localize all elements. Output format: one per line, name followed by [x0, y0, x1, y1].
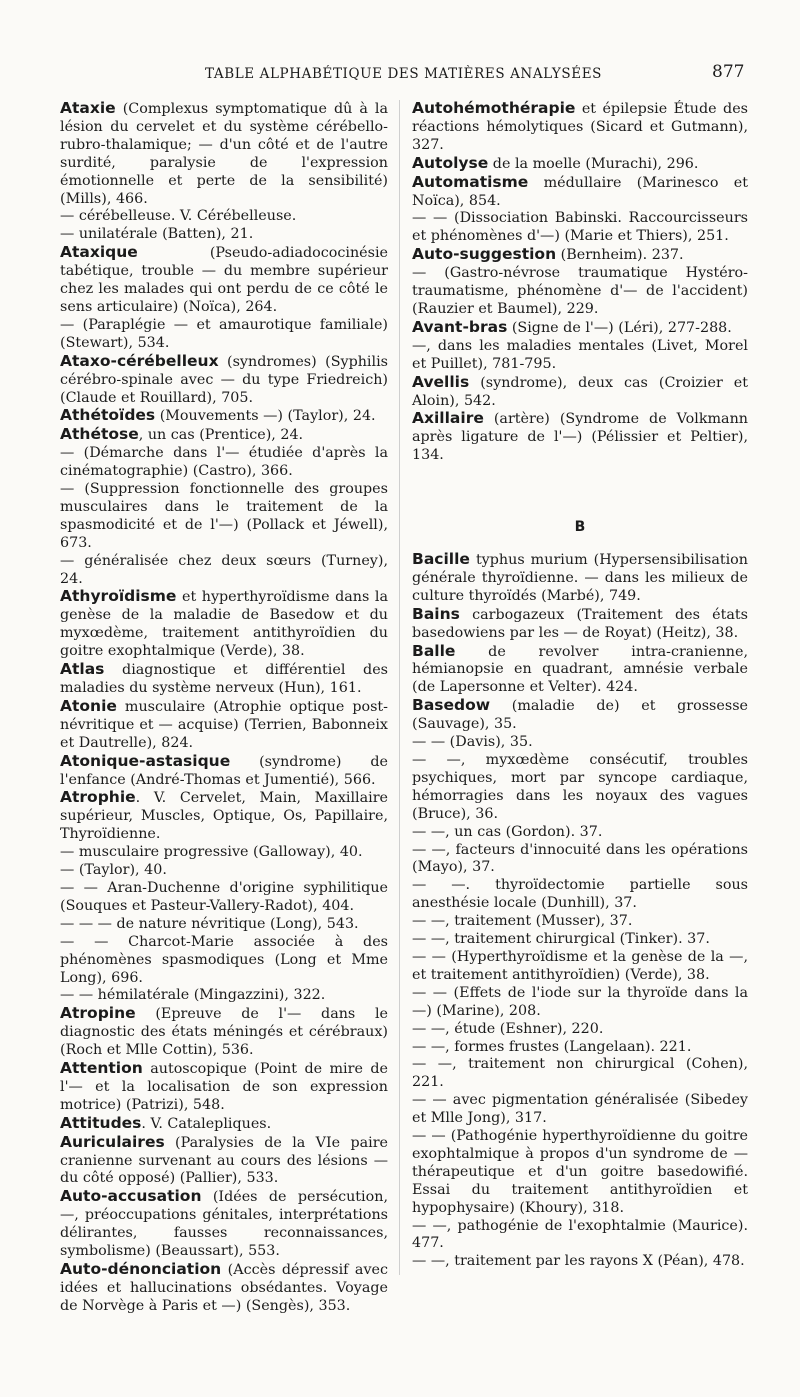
index-entry	[60, 987, 388, 1005]
entry-text: . V. Catalepliques.	[141, 1115, 272, 1132]
entry-text: (syndromes) (Syphilis cérébro-spinale avec — du type Friedreich) (Claude et Rouillard), 705.	[60, 353, 388, 406]
entry-text: de la moelle (Murachi), 296.	[488, 155, 699, 172]
entry-heading: Attitudes	[60, 1113, 142, 1132]
entry-text: carbogazeux (Traitement des états basedowiens par les — de Royat) (Heitz), 38.	[412, 606, 748, 641]
index-entry	[60, 481, 388, 553]
index-entry	[412, 931, 748, 949]
entry-heading: Atonique-astasique	[60, 751, 231, 770]
entry-heading: Bacille	[412, 550, 470, 569]
entry-heading: Automatisme	[412, 172, 529, 191]
entry-text: — (Démarche dans l'— étudiée d'après la cinématographie) (Castro), 366.	[60, 445, 388, 480]
entry-text: — — (Effets de l'iode sur la thyroïde dans la —) (Marine), 208.	[412, 984, 748, 1019]
index-entry	[412, 949, 748, 985]
entry-text: —, dans les maladies mentales (Livet, Morel et Puillet), 781-795.	[412, 337, 748, 372]
left-column	[60, 100, 388, 1316]
index-entry	[60, 934, 388, 988]
entry-text: — —, pathogénie de l'exophtalmie (Maurice). 477.	[412, 1217, 748, 1252]
index-entry	[412, 842, 748, 878]
index-entry	[412, 824, 748, 842]
entry-text: médullaire (Marinesco et Noïca), 854.	[412, 174, 748, 209]
entry-heading: Athétoïdes	[60, 406, 156, 425]
index-entry	[412, 606, 748, 643]
index-entry	[60, 353, 388, 408]
entry-text: — généralisée chez deux sœurs (Turney), 24.	[60, 552, 388, 587]
index-entry	[412, 155, 748, 174]
index-entry	[412, 913, 748, 931]
section-letter: B	[574, 519, 586, 536]
entry-text: (Complexus symptomatique dû à la lésion du cervelet et du système cérébello-rubro-thalamique; — d'un côté et de l'autre surdité, paralysie de l'expression émotionnelle et perte de la sensibilité) (Mills), 466.	[60, 101, 388, 207]
entry-text: — —, formes frustes (Langelaan). 221.	[412, 1038, 692, 1055]
index-entry	[60, 916, 388, 934]
index-entry	[412, 1218, 748, 1254]
index-entry	[412, 752, 748, 824]
index-entry	[60, 1115, 388, 1134]
column-divider	[399, 100, 400, 1275]
index-entry	[412, 210, 748, 246]
entry-text: — —. thyroïdectomie partielle sous anesthésie locale (Dunhill), 37.	[412, 877, 748, 912]
index-entry	[60, 1060, 388, 1115]
index-entry	[60, 226, 388, 244]
index-entry	[60, 862, 388, 880]
index-entry	[60, 1188, 388, 1261]
index-entry	[412, 1128, 748, 1218]
entry-text: — cérébelleuse. V. Cérébelleuse.	[60, 208, 297, 225]
index-entry	[60, 100, 388, 208]
entry-text: — — Aran-Duchenne d'origine syphilitique (Souques et Pasteur-Vallery-Radot), 404.	[60, 879, 388, 914]
entry-text: (Paralysies de la VIe paire cranienne survenant au cours des lésions — du côté opposé) (Pallier), 533.	[60, 1134, 388, 1187]
index-entry	[412, 985, 748, 1021]
entry-text: . V. Cervelet, Main, Maxillaire supérieur, Muscles, Optique, Os, Papillaire, Thyroïdienne.	[60, 790, 388, 843]
index-entry	[412, 1092, 748, 1128]
entry-text: — musculaire progressive (Galloway), 40.	[60, 844, 363, 861]
entry-heading: Atrophie	[60, 788, 136, 807]
index-entry	[60, 1134, 388, 1189]
entry-heading: Auto-dénonciation	[60, 1260, 222, 1278]
right-column-b-entries	[412, 551, 748, 1271]
index-entry	[60, 880, 388, 916]
entry-heading: Ataxique	[60, 243, 138, 262]
entry-heading: Attention	[60, 1059, 143, 1078]
entry-text: — (Suppression fonctionnelle des groupes musculaires dans le traitement de la spasmodicité et de l'—) (Pollack et Jéwell), 673.	[60, 481, 388, 551]
entry-text: — —, traitement non chirurgical (Cohen), 221.	[412, 1056, 748, 1091]
entry-text: (Bernheim). 237.	[556, 247, 684, 264]
entry-text: , un cas (Prentice), 24.	[138, 427, 304, 444]
index-entry	[412, 319, 748, 338]
entry-heading: Autohémothérapie	[412, 99, 576, 117]
entry-text: — unilatérale (Batten), 21.	[60, 226, 254, 243]
index-entry	[412, 410, 748, 465]
index-entry	[412, 265, 748, 319]
entry-text: — —, traitement par les rayons X (Péan), 478.	[412, 1253, 745, 1270]
entry-heading: Atropine	[60, 1004, 136, 1023]
entry-text: (Mouvements —) (Taylor), 24.	[155, 408, 376, 425]
index-entry	[412, 174, 748, 211]
entry-text: — — avec pigmentation généralisée (Sibedey et Mlle Jong), 317.	[412, 1092, 748, 1127]
index-entry	[412, 246, 748, 265]
entry-text: typhus murium (Hypersensibilisation générale thyroïdienne. — dans les milieux de culture thyroïdés (Marbé), 749.	[412, 552, 748, 604]
index-entry	[412, 551, 748, 606]
entry-heading: Avellis	[412, 372, 470, 391]
entry-text: — —, étude (Eshner), 220.	[412, 1020, 604, 1037]
entry-text: (Epreuve de l'— dans le diagnostic des états méningés et cérébraux) (Roch et Mlle Cottin), 536.	[60, 1006, 388, 1059]
index-entry	[412, 734, 748, 752]
entry-text: — —, traitement (Musser), 37.	[412, 913, 633, 930]
entry-text: — —, facteurs d'innocuité dans les opérations (Mayo), 37.	[412, 841, 748, 876]
entry-heading: Avant-bras	[412, 317, 508, 336]
index-entry	[412, 877, 748, 913]
index-entry	[412, 338, 748, 374]
entry-text: autoscopique (Point de mire de l'— et la localisation de son expression motrice) (Patrizi), 548.	[60, 1061, 388, 1113]
index-entry	[60, 208, 388, 226]
index-entry	[60, 753, 388, 790]
entry-text: (Signe de l'—) (Léri), 277-288.	[507, 319, 732, 336]
entry-text: — —, un cas (Gordon). 37.	[412, 823, 603, 840]
index-entry	[412, 1039, 748, 1057]
index-entry	[60, 1005, 388, 1060]
index-entry	[412, 100, 748, 155]
right-column	[412, 100, 748, 1271]
entry-text: et épilepsie Étude des réactions hémolytiques (Sicard et Gutmann), 327.	[412, 101, 748, 153]
entry-heading: Atlas	[60, 660, 105, 679]
page-header	[0, 60, 800, 90]
entry-text: — —, myxœdème consécutif, troubles psychiques, mort par syncope cardiaque, hémorragies dans les noyaux des vagues (Bruce), 36.	[412, 752, 748, 822]
index-entry	[60, 661, 388, 698]
entry-heading: Balle	[412, 641, 456, 660]
index-entry	[60, 789, 388, 844]
entry-heading: Bains	[412, 604, 460, 623]
entry-text: diagnostique et différentiel des maladies du système nerveux (Hun), 161.	[60, 662, 388, 696]
index-entry	[60, 698, 388, 753]
index-entry	[60, 244, 388, 317]
entry-heading: Atonie	[60, 696, 117, 715]
index-entry	[412, 1253, 748, 1271]
index-entry	[412, 1021, 748, 1039]
entry-text: musculaire (Atrophie optique post-névritique et — acquise) (Terrien, Babonneix et Dautrelle), 824.	[60, 698, 388, 751]
entry-heading: Auto-accusation	[60, 1187, 202, 1206]
entry-text: (syndrome), deux cas (Croizier et Aloin), 542.	[412, 374, 748, 409]
index-entry	[412, 697, 748, 734]
index-entry	[412, 643, 748, 698]
entry-text: (artère) (Syndrome de Volkmann après ligature de l'—) (Pélissier et Peltier), 134.	[412, 411, 748, 464]
entry-text: — — Charcot-Marie associée à des phénomènes spasmodiques (Long et Mme Long), 696.	[60, 933, 388, 986]
entry-text: (Accès dépressif avec idées et hallucinations obsédantes. Voyage de Norvège à Paris et —) (Sengès), 353.	[60, 1262, 388, 1314]
entry-text: — — (Hyperthyroïdisme et la genèse de la —, et traitement antithyroïdien) (Verde), 38.	[412, 948, 748, 983]
index-entry	[60, 588, 388, 661]
entry-heading: Axillaire	[412, 409, 484, 428]
index-entry	[60, 1261, 388, 1316]
right-column-a-entries	[412, 100, 748, 465]
page-number: 877	[712, 62, 745, 82]
entry-text: — — (Davis), 35.	[412, 734, 533, 751]
entry-text: et hyperthyroïdisme dans la genèse de la maladie de Basedow et du myxœdème, traitement antithyroïdien du goitre exophtalmique (Verde), 38.	[60, 589, 388, 660]
running-title: TABLE ALPHABÉTIQUE DES MATIÈRES ANALYSÉES	[205, 66, 603, 82]
entry-heading: Auriculaires	[60, 1132, 165, 1151]
entry-text: (maladie de) et grossesse (Sauvage), 35.	[412, 698, 748, 733]
entry-heading: Basedow	[412, 696, 491, 715]
entry-heading: Autolyse	[412, 153, 489, 172]
entry-text: — (Paraplégie — et amaurotique familiale) (Stewart), 534.	[60, 316, 388, 351]
entry-heading: Auto-suggestion	[412, 245, 557, 264]
index-entry	[412, 374, 748, 411]
entry-text: — — (Pathogénie hyperthyroïdienne du goitre exophtalmique à propos d'un syndrome de — thérapeutique et d'un goitre basedowifié. Essai du traitement antithyroïdien et hypophysaire) (Khoury), 318.	[412, 1128, 748, 1216]
entry-text: — — — de nature névritique (Long), 543.	[60, 915, 359, 932]
entry-text: (Idées de persécution, —, préoccupations génitales, interprétations délirantes, fausses reconnaissances, symbolisme) (Beaussart), 553.	[60, 1189, 388, 1260]
entry-text: — (Gastro-névrose traumatique Hystéro-traumatisme, phénomène d'— de l'accident) (Rauzier et Baumel), 229.	[412, 265, 748, 317]
entry-text: (Pseudo-adiadococinésie tabétique, trouble — du membre supérieur chez les malades qui ont perdu de ce côté le sens articulaire) (Noïca), 264.	[60, 245, 388, 315]
index-entry	[60, 426, 388, 445]
index-entry	[412, 1056, 748, 1092]
index-entry	[60, 445, 388, 481]
index-entry	[60, 553, 388, 589]
entry-heading: Ataxo-cérébelleux	[60, 351, 219, 370]
entry-text: de revolver intra-cranienne, hémianopsie en quadrant, amnésie verbale (de Lapersonne et Velter). 424.	[412, 643, 748, 696]
entry-text: — —, traitement chirurgical (Tinker). 37.	[412, 931, 710, 948]
index-entry	[60, 407, 388, 426]
entry-heading: Athétose	[60, 425, 139, 444]
index-entry	[60, 844, 388, 862]
entry-text: — (Taylor), 40.	[60, 862, 167, 879]
entry-text: — — hémilatérale (Mingazzini), 322.	[60, 987, 326, 1004]
entry-heading: Athyroïdisme	[60, 587, 177, 606]
entry-text: (syndrome) de l'enfance (André-Thomas et Jumentié), 566.	[60, 753, 388, 788]
entry-text: — — (Dissociation Babinski. Raccourcisseurs et phénomènes d'—) (Marie et Thiers), 251.	[412, 210, 748, 245]
entry-heading: Ataxie	[60, 99, 116, 117]
index-entry	[60, 317, 388, 353]
